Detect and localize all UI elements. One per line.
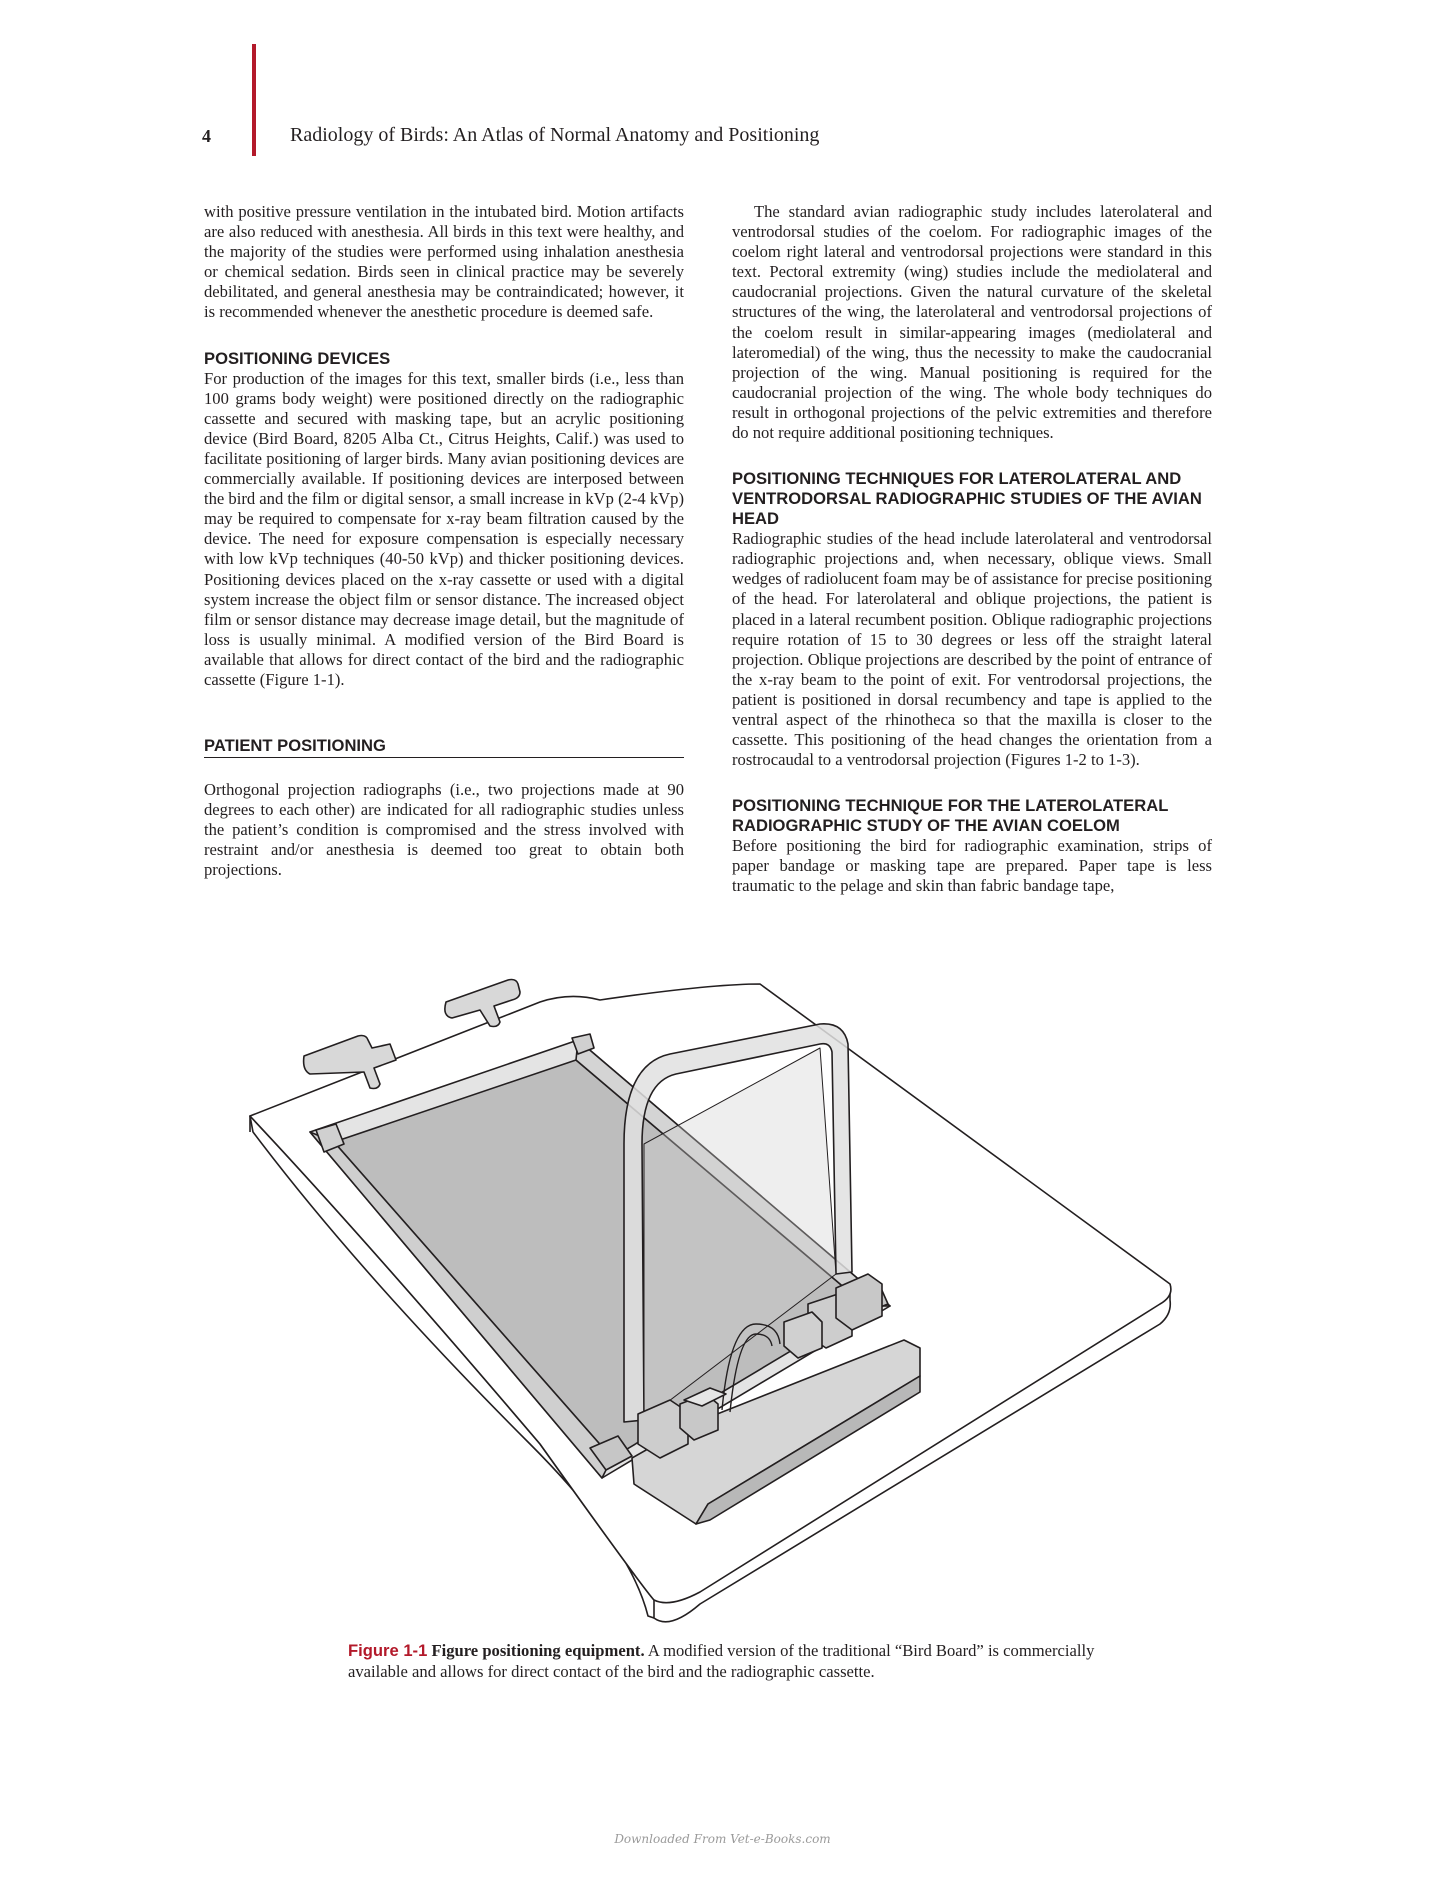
coelom-technique-heading: POSITIONING TECHNIQUE FOR THE LATEROLATERAL RADIOGRAPHIC STUDY OF THE AVIAN COELOM: [732, 796, 1169, 836]
patient-positioning-paragraph: Orthogonal projection radiographs (i.e., two projections made at 90 degrees to each other) are indicated for all radiographic studies unless the patient’s condition is compromised and the stress involved with restraint and/or anesthesia is deemed too great to obtain both projections.: [204, 780, 684, 880]
positioning-devices-heading: POSITIONING DEVICES: [204, 348, 391, 368]
right-column: [732, 202, 1212, 897]
left-intro-paragraph: with positive pressure ventilation in the intubated bird. Motion artifacts are also reduced with anesthesia. All birds in this text were healthy, and the majority of the studies were performed using inhalation anesthesia or chemical sedation. Birds seen in clinical practice may be severely debilitated, and general anesthesia may be contraindicated; however, it is recommended whenever the anesthetic procedure is deemed safe.: [204, 202, 684, 322]
figure-illustration: [240, 944, 1180, 1624]
page-number: 4: [202, 126, 211, 146]
header-rule: [252, 44, 256, 156]
download-watermark: Downloaded From Vet-e-Books.com: [614, 1832, 831, 1846]
left-column: [204, 202, 684, 881]
right-intro-paragraph: The standard avian radiographic study includes laterolateral and ventrodorsal studies of the coelom. For radiographic images of the coelom right lateral and ventrodorsal projections were standard in this text. Pectoral extremity (wing) studies include the mediolateral and caudocranial projections. Given the natural curvature of the skeletal structures of the wing, the laterolateral and ventrodorsal projections of the coelom result in similar-appearing images (mediolateral and lateromedial) of the wing, thus the necessity to make the caudocranial projection of the wing. Manual positioning is required for the caudocranial projection of the wing. The whole body techniques do result in orthogonal projections of the pelvic extremities and therefore do not require additional positioning techniques.: [732, 202, 1212, 443]
figure-caption: [348, 1640, 1108, 1682]
head-techniques-heading: POSITIONING TECHNIQUES FOR LATEROLATERAL AND VENTRODORSAL RADIOGRAPHIC STUDIES OF THE AVIAN HEAD: [732, 469, 1202, 529]
coelom-technique-paragraph: Before positioning the bird for radiographic examination, strips of paper bandage or masking tape are prepared. Paper tape is less traumatic to the pelage and skin than fabric bandage tape,: [732, 836, 1212, 896]
head-techniques-paragraph: Radiographic studies of the head include laterolateral and ventrodorsal radiographic projections and, when necessary, oblique views. Small wedges of radiolucent foam may be of assistance for precise positioning of the head. For laterolateral and oblique projections, the patient is placed in a lateral recumbent position. Oblique radiographic projections require rotation of 15 to 30 degrees or less off the straight lateral projection. Oblique projections are described by the point of entrance of the x-ray beam to the point of exit. For ventrodorsal projections, the patient is positioned in dorsal recumbency and tape is applied to the ventral aspect of the rhinotheca so that the maxilla is closer to the cassette. This positioning of the head changes the orientation from a rostrocaudal to a ventrodorsal projection (Figures 1-2 to 1-3).: [732, 529, 1212, 770]
figure-title: Figure positioning equipment.: [431, 1641, 645, 1660]
figure-label: Figure 1-1: [348, 1641, 428, 1660]
positioning-devices-paragraph: For production of the images for this text, smaller birds (i.e., less than 100 grams body weight) were positioned directly on the radiographic cassette and secured with masking tape, but an acrylic positioning device (Bird Board, 8205 Alba Ct., Citrus Heights, Calif.) was used to facilitate positioning of larger birds. Many avian positioning devices are commercially available. If positioning devices are interposed between the bird and the film or digital sensor, a small increase in kVp (2-4 kVp) may be required to compensate for x-ray beam filtration caused by the device. The need for exposure compensation is especially necessary with low kVp techniques (40-50 kVp) and thicker positioning devices. Positioning devices placed on the x-ray cassette or used with a digital system increase the object film or sensor distance. The increased object film or sensor distance may decrease image detail, but the magnitude of loss is usually minimal. A modified version of the Bird Board is available that allows for direct contact of the bird and the radiographic cassette (Figure 1-1).: [204, 368, 684, 689]
running-title: Radiology of Birds: An Atlas of Normal Anatomy and Positioning: [290, 124, 820, 146]
patient-positioning-heading: PATIENT POSITIONING: [204, 736, 684, 758]
figure-caption-text: A modified version of the traditional “Bird Board” is commercially available and allows for direct contact of the bird and the radiographic cassette.: [348, 1641, 1095, 1681]
